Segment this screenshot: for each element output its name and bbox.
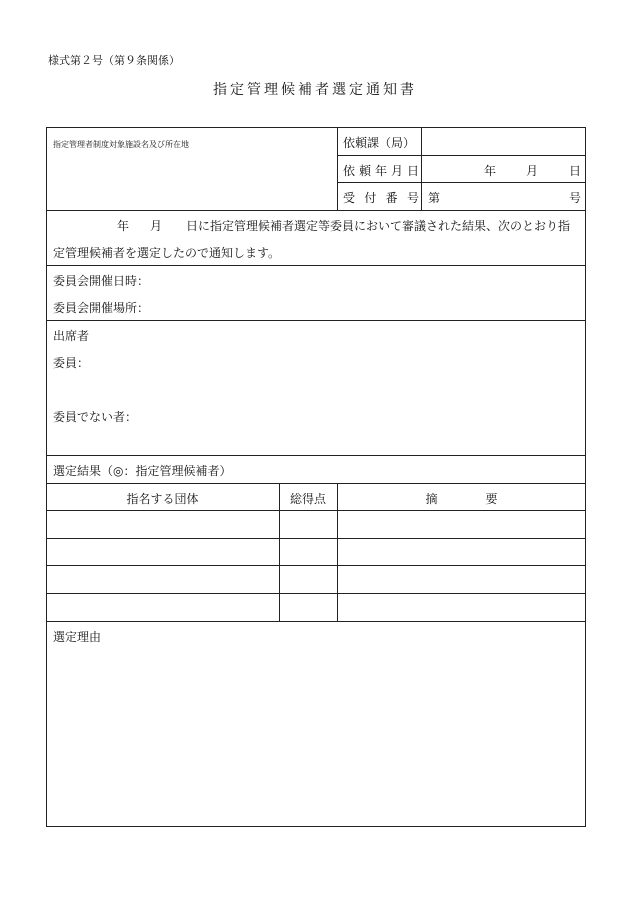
table-row — [46, 511, 586, 538]
receipt-label: 受付番号 — [343, 191, 419, 205]
table-row — [46, 566, 586, 593]
notice-month-unit: 月 — [150, 219, 163, 233]
table-row — [46, 594, 586, 621]
dept-label: 依頼課（局） — [343, 136, 416, 150]
result-table-top — [46, 483, 586, 484]
date-year-unit: 年 — [484, 164, 497, 178]
header-divider-v1 — [337, 127, 338, 210]
non-members-label: 委員でない者： — [53, 410, 138, 424]
meeting-place-label: 委員会開催場所： — [53, 301, 150, 315]
document-title: 指定管理候補者選定通知書 — [213, 82, 417, 98]
notice-line-2: 定管理候補者を選定したので通知します。 — [53, 246, 281, 260]
result-heading: 選定結果（◎：指定管理候補者） — [53, 464, 232, 478]
section-line-notice — [46, 265, 586, 266]
notice-year-unit: 年 — [117, 219, 130, 233]
column-header-org: 指名する団体 — [126, 492, 199, 506]
table-row — [46, 539, 586, 565]
section-line-attendees — [46, 455, 586, 456]
header-row-line-1 — [337, 155, 586, 156]
header-divider-v2 — [421, 127, 422, 210]
date-month-unit: 月 — [526, 164, 539, 178]
notice-line-1: 日に指定管理候補者選定等委員において審議された結果、次のとおり指 — [186, 219, 571, 233]
date-day-unit: 日 — [569, 164, 582, 178]
date-label: 依頼年月日 — [343, 164, 419, 178]
column-header-summary: 摘 要 — [425, 492, 498, 506]
form-number-label: 様式第２号（第９条関係） — [48, 54, 180, 67]
receipt-go: 号 — [569, 191, 582, 205]
reason-heading: 選定理由 — [53, 630, 102, 644]
meeting-datetime-label: 委員会開催日時： — [53, 274, 150, 288]
section-line-meeting — [46, 320, 586, 321]
column-header-score: 総得点 — [289, 492, 326, 506]
header-row-line-2 — [337, 182, 586, 183]
facility-name-label: 指定管理者制度対象施設名及び所在地 — [53, 140, 189, 149]
receipt-dai: 第 — [428, 191, 441, 205]
section-line-header — [46, 210, 586, 211]
members-label: 委員： — [53, 356, 90, 370]
section-line-result — [46, 621, 586, 622]
attendees-heading: 出席者 — [53, 329, 90, 343]
